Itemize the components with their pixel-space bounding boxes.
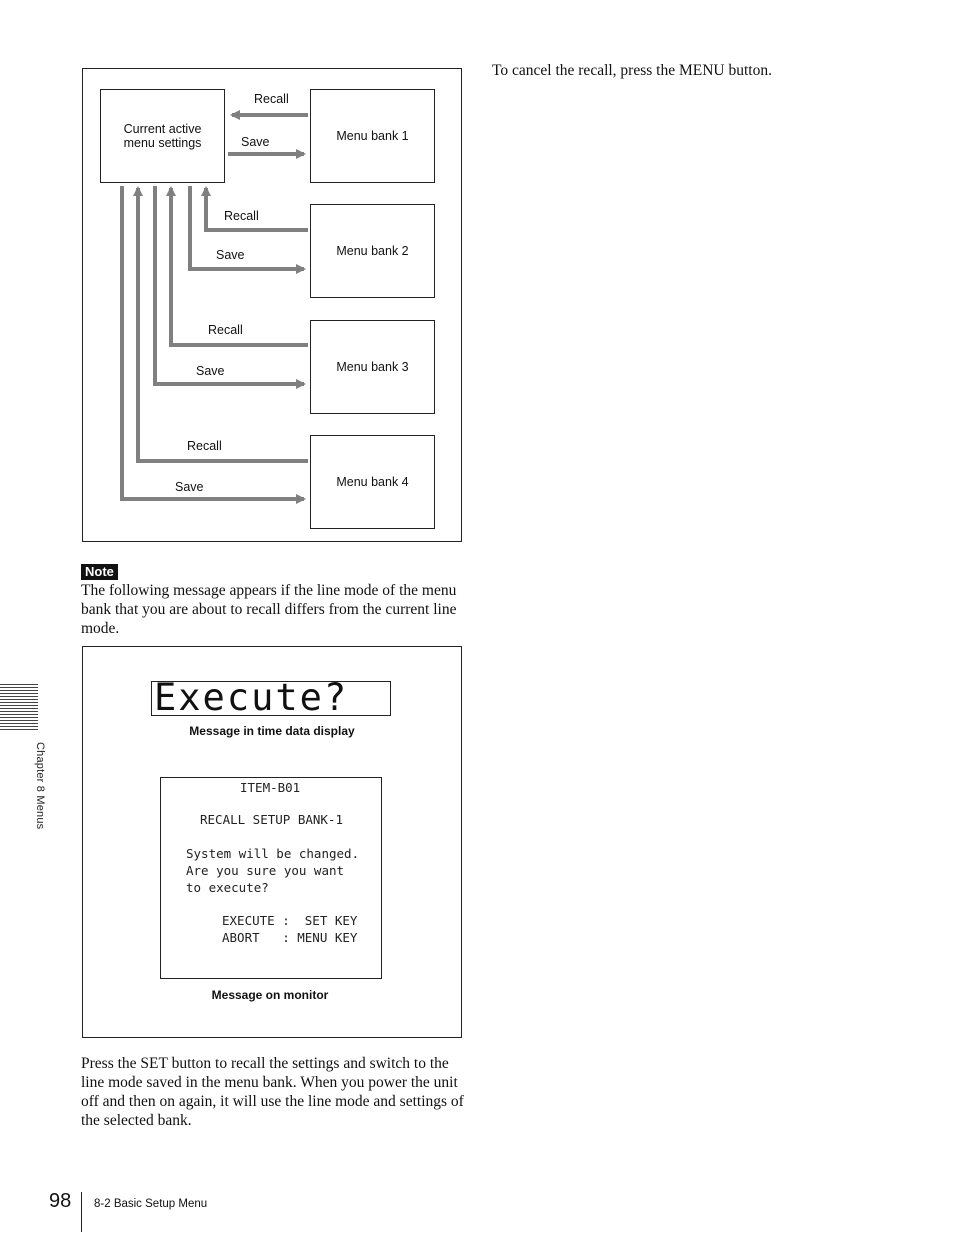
recall-label-4: Recall: [187, 439, 222, 453]
save-label-3: Save: [196, 364, 225, 378]
menu-bank-3-box: [310, 320, 435, 414]
press-set-paragraph: Press the SET button to recall the settings and switch to the line mode saved in the menu bank. When you power the unit off and then on again, it will use the line mode and settings of the selected bank.: [81, 1055, 464, 1129]
chapter-side-label: Chapter 8 Menus: [34, 742, 46, 830]
menu-bank-1-label: Menu bank 1: [336, 129, 409, 143]
monitor-line: Are you sure you want: [186, 863, 345, 878]
monitor-line: to execute?: [186, 880, 269, 895]
monitor-line: System will be changed.: [186, 846, 360, 861]
save-label-2: Save: [216, 248, 245, 262]
footer-divider: [81, 1192, 82, 1232]
menu-bank-2-box: [310, 204, 435, 298]
recall-label-1: Recall: [254, 92, 289, 106]
time-display-message: Execute?: [154, 676, 349, 719]
cancel-recall-paragraph: To cancel the recall, press the MENU button.: [492, 62, 772, 79]
chapter-tab-marks: [0, 684, 38, 730]
time-display-caption: Message in time data display: [189, 724, 355, 738]
time-data-display: [151, 676, 391, 719]
monitor-line: RECALL SETUP BANK-1: [200, 812, 343, 827]
menu-bank-2-label: Menu bank 2: [336, 244, 409, 258]
menu-bank-4-label: Menu bank 4: [336, 475, 409, 489]
monitor-line: ABORT : MENU KEY: [222, 930, 358, 945]
monitor-line: EXECUTE : SET KEY: [222, 913, 358, 928]
current-settings-box: [100, 89, 225, 183]
recall-save-arrows: [0, 0, 954, 560]
recall-label-3: Recall: [208, 323, 243, 337]
page-number: 98: [49, 1190, 72, 1212]
save-label-1: Save: [241, 135, 270, 149]
recall-label-2: Recall: [224, 209, 259, 223]
menu-bank-1-box: [310, 89, 435, 183]
menu-bank-3-label: Menu bank 3: [336, 360, 409, 374]
note-badge: Note: [81, 564, 118, 580]
monitor-line: ITEM-B01: [240, 780, 301, 795]
footer-section-title: 8-2 Basic Setup Menu: [94, 1198, 208, 1210]
note-text: The following message appears if the line mode of the menu bank that you are about to recall differs from the current line mode.: [81, 582, 457, 637]
menu-bank-4-box: [310, 435, 435, 529]
current-settings-label: Current active menu settings: [123, 122, 202, 150]
monitor-caption: Message on monitor: [211, 988, 329, 1002]
save-label-4: Save: [175, 480, 204, 494]
monitor-message-box: [160, 777, 382, 979]
